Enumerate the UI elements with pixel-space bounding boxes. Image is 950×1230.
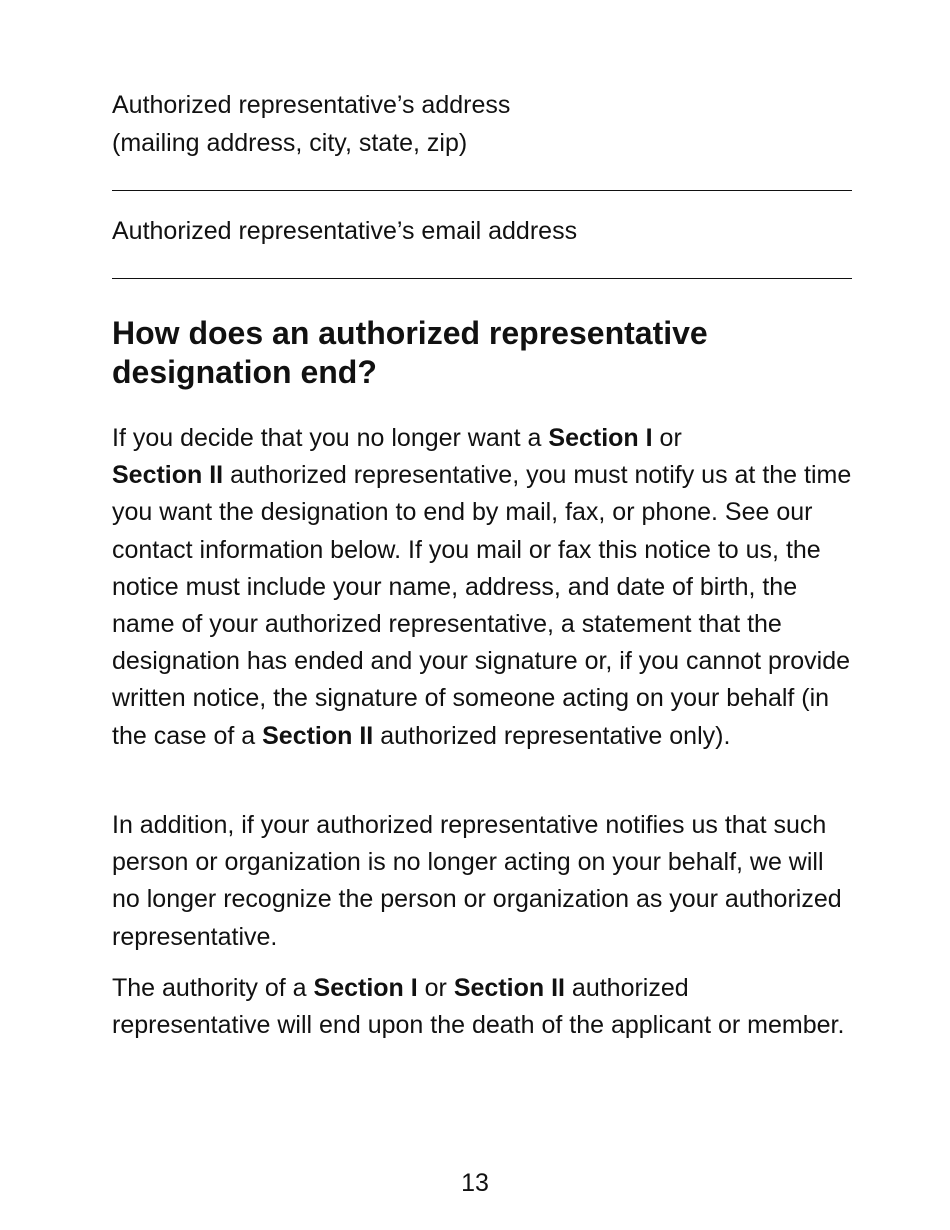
p3-bold-section-i: Section I	[313, 974, 418, 1002]
p1-text-1: If you decide that you no longer want a	[112, 424, 549, 452]
paragraph-authority-ends	[112, 970, 854, 1044]
p3-text-1: The authority of a	[112, 974, 314, 1002]
heading-line2: designation end?	[112, 354, 377, 390]
p1-bold-section-ii: Section II	[112, 461, 224, 490]
email-field-label	[112, 212, 577, 250]
address-field-label	[112, 86, 510, 162]
p1-text-2: or	[652, 424, 682, 452]
p3-bold-section-ii: Section II	[453, 974, 565, 1002]
heading-line1: How does an authorized representative	[112, 315, 708, 351]
email-blank-line	[112, 278, 852, 279]
address-label-line1: Authorized representative’s address	[112, 91, 511, 119]
p1-text-3: authorized representative, you must notify us at the time you want the designation to end by mail, fax, or phone. See our contact information below. If you mail or fax this notice to us, the notice must include your name, address, and date of birth, the name of your authorized representative, a statement that the designation has ended and your signature or, if you cannot provide written notice, the signature of someone acting on your behalf (in the case of a	[112, 461, 852, 750]
address-blank-line	[112, 190, 852, 191]
p1-bold-section-i: Section I	[548, 424, 653, 452]
email-label: Authorized representative’s email address	[112, 217, 578, 245]
paragraph-how-to-end	[112, 420, 854, 755]
section-heading	[112, 314, 812, 392]
p1-bold-section-ii-2: Section II	[262, 721, 374, 750]
p3-text-2: or	[417, 974, 454, 1002]
paragraph-representative-notifies: In addition, if your authorized representative notifies us that such person or organization is no longer acting on your behalf, we will no longer recognize the person or organization as your authorized representative.	[112, 811, 842, 951]
p3-text-3: authorized representative will end upon the death of the applicant or member.	[112, 974, 845, 1040]
page-number: 13	[461, 1169, 489, 1197]
p1-text-4: authorized representative only).	[373, 721, 731, 750]
address-label-line2: (mailing address, city, state, zip)	[112, 129, 468, 157]
